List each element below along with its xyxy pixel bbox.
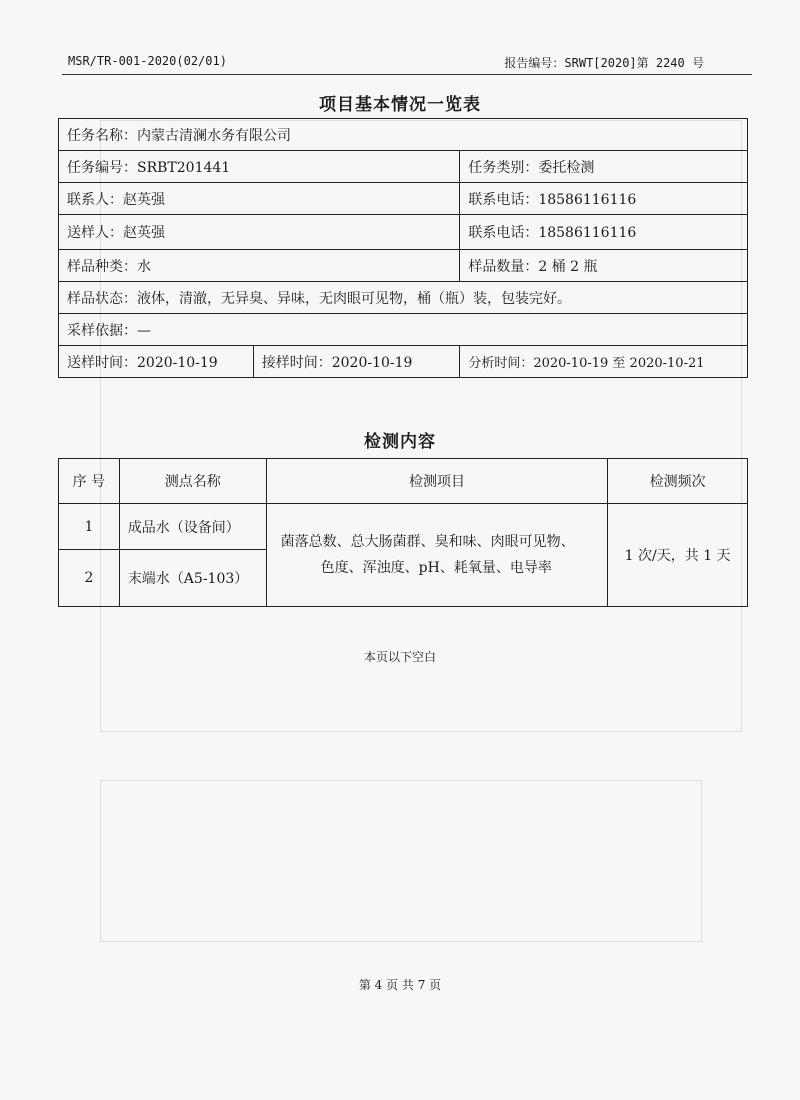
table-row [59, 183, 748, 215]
column-header-no: 序 号 [59, 459, 120, 504]
task-name: 任务名称：内蒙古清澜水务有限公司 [59, 119, 748, 151]
blank-below-note: 本页以下空白 [363, 650, 436, 664]
analysis-time: 分析时间：2020-10-19 至 2020-10-21 [460, 346, 748, 378]
report-number: 报告编号：SRWT[2020]第 2240 号 [504, 56, 704, 70]
sender-phone: 联系电话：18586116116 [460, 215, 748, 250]
detection-items [266, 504, 608, 607]
table-row [59, 504, 748, 550]
detection-frequency: 1 次/天，共 1 天 [608, 504, 748, 607]
section-title-detection: 检测内容 [364, 432, 436, 452]
table-row [59, 119, 748, 151]
sampling-point: 成品水（设备间） [119, 504, 266, 550]
basic-info-table [58, 118, 748, 378]
task-type: 任务类别：委托检测 [460, 151, 748, 183]
contact-person: 联系人：赵英强 [59, 183, 460, 215]
table-row [59, 282, 748, 314]
column-header-point: 测点名称 [119, 459, 266, 504]
form-code: MSR/TR-001-2020(02/01) [68, 54, 227, 68]
detection-items-line-1: 菌落总数、总大肠菌群、臭和味、肉眼可见物、 [280, 534, 575, 550]
column-header-items: 检测项目 [266, 459, 608, 504]
table-header-row [59, 459, 748, 504]
page-number: 第 4 页 共 7 页 [358, 978, 442, 992]
table-row [59, 314, 748, 346]
contact-phone: 联系电话：18586116116 [460, 183, 748, 215]
row-number: 2 [59, 550, 120, 607]
sender-person: 送样人：赵英强 [59, 215, 460, 250]
column-header-frequency: 检测频次 [608, 459, 748, 504]
sample-state: 样品状态：液体，清澈，无异臭、异味，无肉眼可见物，桶（瓶）装，包装完好。 [59, 282, 748, 314]
sample-quantity: 样品数量：2 桶 2 瓶 [460, 250, 748, 282]
receive-time: 接样时间：2020-10-19 [253, 346, 460, 378]
table-row [59, 215, 748, 250]
sampling-basis: 采样依据：— [59, 314, 748, 346]
task-number: 任务编号：SRBT201441 [59, 151, 460, 183]
row-number: 1 [59, 504, 120, 550]
sampling-point: 末端水（A5-103） [119, 550, 266, 607]
table-row [59, 250, 748, 282]
detection-items-line-2: 色度、浑浊度、pH、耗氧量、电导率 [320, 560, 552, 576]
header-divider [62, 74, 752, 75]
table-row [59, 151, 748, 183]
sample-type: 样品种类：水 [59, 250, 460, 282]
bleed-through-table-2 [100, 780, 702, 942]
section-title-basic-info: 项目基本情况一览表 [319, 95, 481, 115]
send-time: 送样时间：2020-10-19 [59, 346, 254, 378]
detection-content-table [58, 458, 748, 607]
table-row [59, 346, 748, 378]
